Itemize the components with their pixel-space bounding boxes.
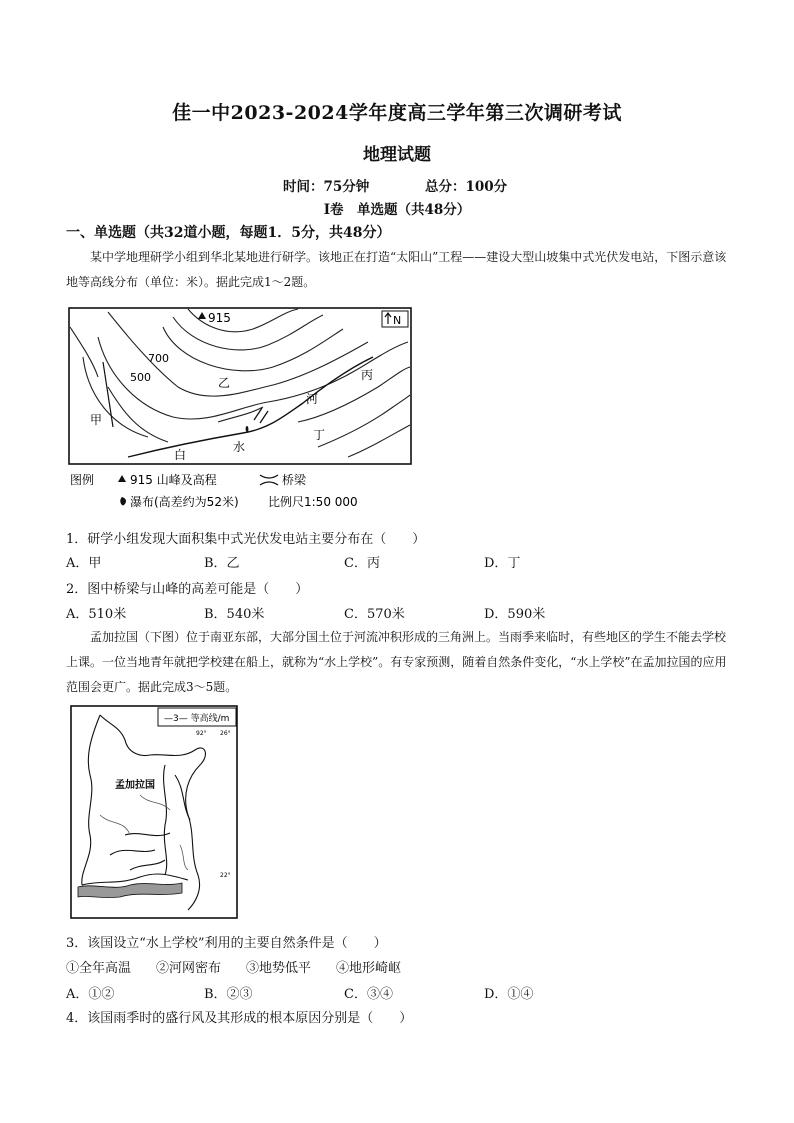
contour-map (68, 307, 413, 512)
legend-bridge-icon (260, 475, 278, 485)
option-a[interactable]: A．①② (66, 987, 115, 1002)
statement-4: ④地形崎岖 (336, 961, 402, 976)
question-2-stem: 2．图中桥梁与山峰的高差可能是（ ） (66, 582, 309, 597)
option-a[interactable]: A．510米 (66, 607, 127, 622)
question-3-stem: 3．该国设立“水上学校”利用的主要自然条件是（ ） (66, 936, 387, 951)
question-4-stem: 4．该国雨季时的盛行风及其形成的根本原因分别是（ ） (66, 1011, 413, 1026)
volume-heading: Ⅰ卷 单选题（共48分） (323, 202, 471, 218)
option-b[interactable]: B．540米 (204, 607, 265, 622)
question-1-stem: 1．研学小组发现大面积集中式光伏发电站主要分布在（ ） (66, 532, 426, 547)
lat-label: 26° (220, 730, 231, 737)
peak-label: 915 (208, 311, 231, 325)
bangladesh-map (70, 705, 240, 920)
passage-1: 某中学地理研学小组到华北某地进行研学。该地正在打造“太阳山”工程——建设大型山坡集中式光伏发电站，下图示意该地等高线分布（单位：米）。据此完成1～2题。 (66, 250, 727, 289)
option-d[interactable]: D．①④ (484, 987, 534, 1002)
legend-bridge: 桥梁 (282, 473, 307, 487)
option-d[interactable]: D．丁 (484, 556, 521, 571)
north-label: N (393, 314, 402, 327)
statement-2: ②河网密布 (156, 961, 222, 976)
statement-1: ①全年高温 (66, 961, 132, 976)
legend-fall-icon (120, 497, 126, 505)
exam-time: 时间：75分钟 (283, 179, 370, 195)
river-label: 河 (306, 392, 319, 406)
map-legend: —3— 等高线/m (164, 714, 230, 724)
passage-2: 孟加拉国（下图）位于南亚东部，大部分国土位于河流冲积形成的三角洲上。当雨季来临时，有些地区的学生不能去学校上课。一位当地青年就把学校建在船上，就称为“水上学校”。有专家预测，随着自然条件变化，“水上学校”在孟加拉国的应用范围会更广。据此完成3～5题。 (66, 630, 727, 694)
map-scale: 比例尺1:50 000 (268, 495, 358, 509)
option-c[interactable]: C．③④ (344, 987, 393, 1002)
lon-label: 92° (196, 730, 207, 737)
legend-peak-icon (118, 475, 126, 482)
exam-score: 总分：100分 (425, 179, 508, 195)
place-bing: 丙 (361, 368, 374, 382)
option-c[interactable]: C．丙 (344, 556, 380, 571)
option-c[interactable]: C．570米 (344, 607, 405, 622)
place-jia: 甲 (90, 413, 103, 427)
place-ding: 丁 (313, 428, 326, 442)
section-heading: 一、单选题（共32道小题，每题1．5分，共48分） (66, 225, 391, 241)
statement-3: ③地势低平 (246, 961, 312, 976)
option-b[interactable]: B．②③ (204, 987, 253, 1002)
legend-title: 图例 (70, 473, 95, 487)
place-yi: 乙 (218, 376, 231, 390)
option-d[interactable]: D．590米 (484, 607, 546, 622)
option-a[interactable]: A．甲 (66, 556, 102, 571)
contour-label: 700 (148, 352, 169, 365)
legend-peak: 915 山峰及高程 (130, 473, 217, 487)
subject-title: 地理试题 (363, 145, 431, 165)
contour-label: 500 (130, 371, 151, 384)
lat-label: 22° (220, 872, 231, 879)
option-b[interactable]: B．乙 (204, 556, 240, 571)
exam-title: 佳一中2023-2024学年度高三学年第三次调研考试 (172, 102, 622, 124)
legend-fall: 瀑布(高差约为52米) (130, 495, 239, 509)
river-label: 水 (233, 440, 246, 454)
country-label: 孟加拉国 (115, 780, 155, 791)
river-label: 白 (174, 448, 187, 462)
